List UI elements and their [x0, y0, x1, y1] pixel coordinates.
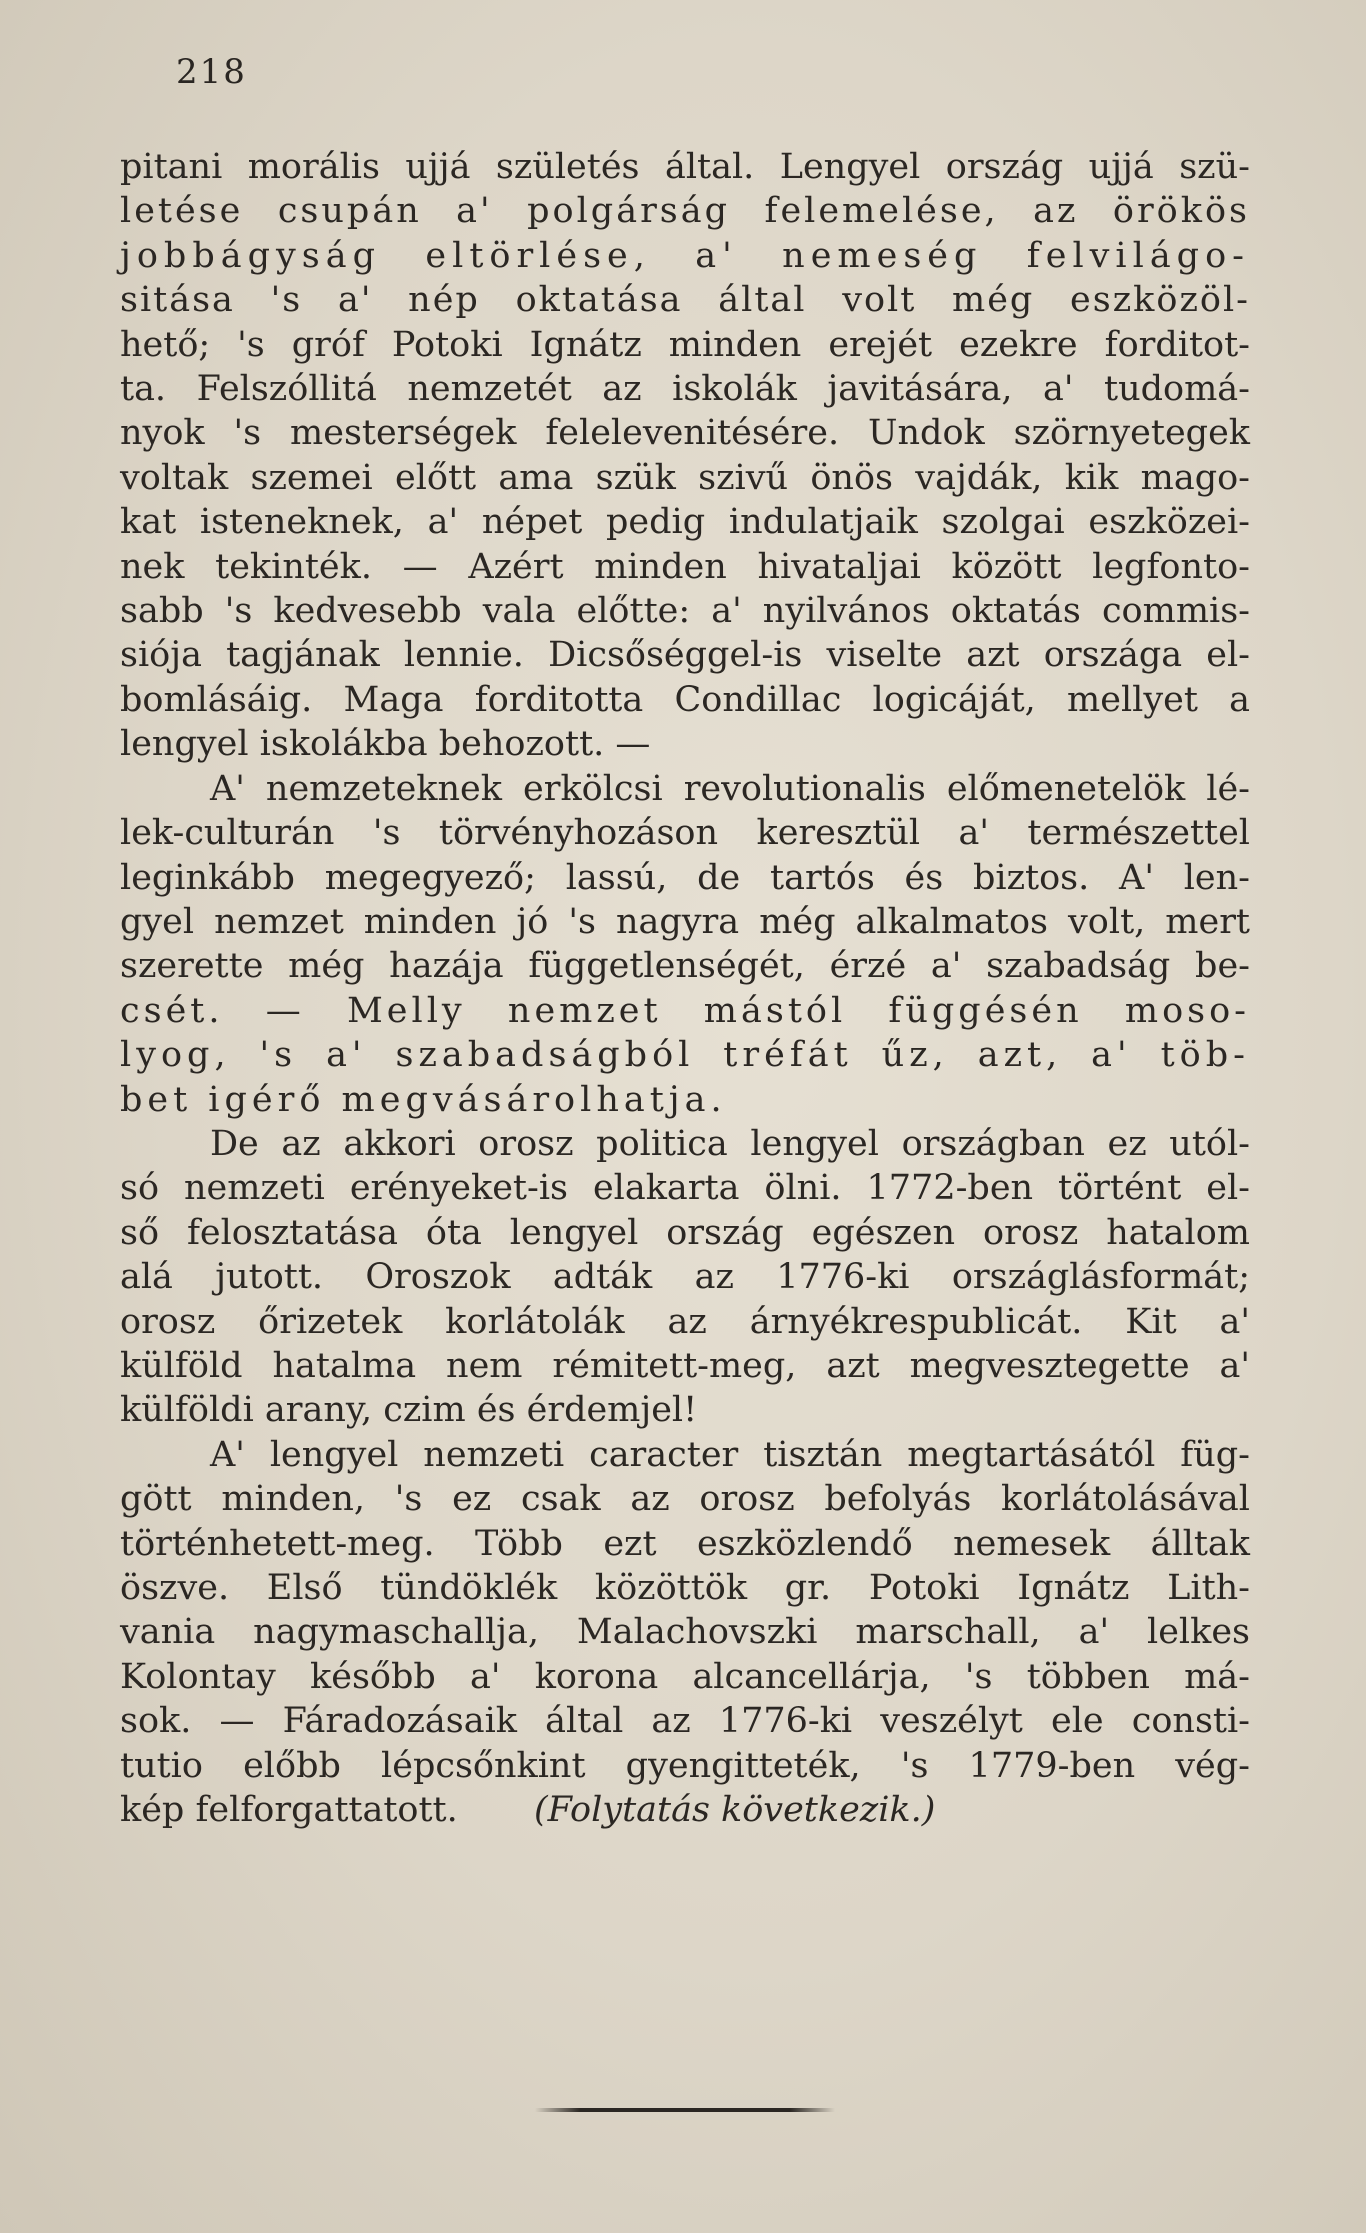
text-line: csét. — Melly nemzet mástól függésén moso-: [120, 990, 1250, 1031]
text-line: só nemzeti erényeket-is elakarta ölni. 1772-ben történt el-: [120, 1168, 1250, 1209]
text-line: nyok 's mesterségek felelevenitésére. Undok szörnyetegek: [120, 413, 1250, 454]
text-line: gött minden, 's ez csak az orosz befolyás korlátolásával: [120, 1479, 1250, 1520]
page-number: 218: [176, 52, 247, 92]
text-line: sitása 's a' nép oktatása által volt még eszközöl-: [120, 280, 1250, 321]
text-line: történhetett-meg. Több ezt eszközlendő nemesek álltak: [120, 1523, 1250, 1564]
text-line: sok. — Fáradozásaik által az 1776-ki veszélyt ele consti-: [120, 1701, 1250, 1742]
text-line: szerette még hazája függetlenségét, érzé a' szabadság be-: [120, 946, 1250, 987]
text-line: lengyel iskolákba behozott. —: [120, 724, 651, 765]
text-line: nek tekinték. — Azért minden hivataljai között legfonto-: [120, 546, 1250, 587]
last-text-line: [120, 1788, 1250, 1832]
text-line: De az akkori orosz politica lengyel országban ez utól-: [210, 1123, 1250, 1164]
continued-note: (Folytatás következik.): [534, 1790, 936, 1831]
text-line: sabb 's kedvesebb vala előtte: a' nyilvános oktatás commis-: [120, 591, 1250, 632]
closing-rule: [535, 2108, 835, 2112]
text-line: bet igérő megvásárolhatja.: [120, 1079, 727, 1120]
text-line: Kolontay később a' korona alcancellárja, 's többen má-: [120, 1656, 1250, 1697]
text-line: hető; 's gróf Potoki Ignátz minden erejét ezekre forditot-: [120, 324, 1250, 365]
text-line: siója tagjának lennie. Dicsőséggel-is viselte azt országa el-: [120, 635, 1250, 676]
text-line: kat isteneknek, a' népet pedig indulatjaik szolgai eszközei-: [120, 502, 1250, 543]
text-line: A' nemzeteknek erkölcsi revolutionalis előmenetelök lé-: [210, 768, 1250, 809]
text-line-end: kép felforgattatott.: [120, 1790, 458, 1831]
text-line: gyel nemzet minden jó 's nagyra még alkalmatos volt, mert: [120, 901, 1250, 942]
text-line: leginkább megegyező; lassú, de tartós és biztos. A' len-: [120, 857, 1250, 898]
text-line: külföldi arany, czim és érdemjel!: [120, 1390, 698, 1431]
text-line: voltak szemei előtt ama szük szivű önös vajdák, kik mago-: [120, 457, 1250, 498]
text-line: bomlásáig. Maga forditotta Condillac logicáját, mellyet a: [120, 679, 1250, 720]
text-line: tutio előbb lépcsőnkint gyengitteték, 's 1779-ben vég-: [120, 1745, 1250, 1786]
text-line: vania nagymaschallja, Malachovszki marschall, a' lelkes: [120, 1612, 1250, 1653]
body-text: [120, 145, 1250, 1832]
text-line: pitani morális ujjá születés által. Lengyel ország ujjá szü-: [120, 147, 1250, 187]
text-line: ta. Felszóllitá nemzetét az iskolák javitására, a' tudomá-: [120, 369, 1250, 410]
text-line: letése csupán a' polgárság felemelése, az örökös: [120, 191, 1250, 232]
text-line: lyog, 's a' szabadságból tréfát űz, azt, a' töb-: [120, 1035, 1250, 1076]
text-line: orosz őrizetek korlátolák az árnyékrespublicát. Kit a': [120, 1301, 1250, 1342]
text-line: külföld hatalma nem rémitett-meg, azt megvesztegette a': [120, 1345, 1250, 1386]
text-line: lek-culturán 's törvényhozáson keresztül a' természettel: [120, 813, 1250, 854]
text-line: A' lengyel nemzeti caracter tisztán megtartásától füg-: [210, 1434, 1250, 1475]
text-line: ső felosztatása óta lengyel ország egészen orosz hatalom: [120, 1212, 1250, 1253]
text-line: öszve. Első tündöklék közöttök gr. Potoki Ignátz Lith-: [120, 1568, 1250, 1608]
text-line: jobbágyság eltörlése, a' nemeség felvilágo-: [120, 235, 1250, 276]
text-line: alá jutott. Oroszok adták az 1776-ki országlásformát;: [120, 1257, 1250, 1298]
